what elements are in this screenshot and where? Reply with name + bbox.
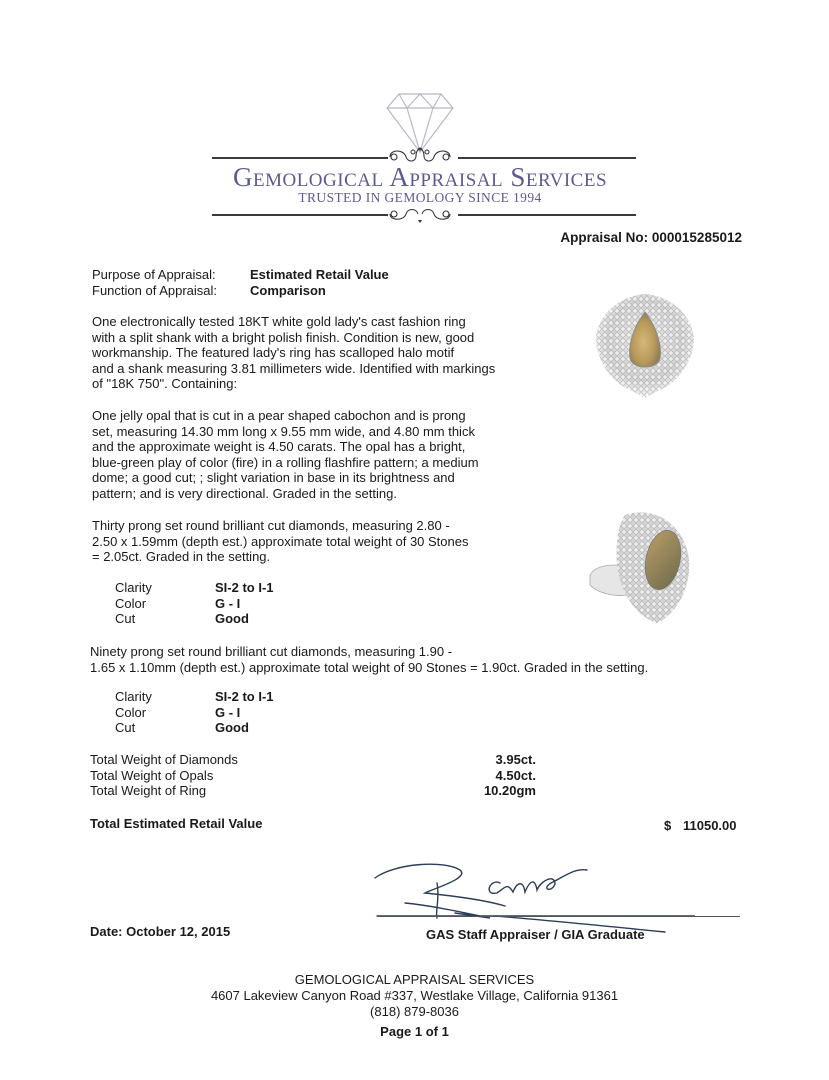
clarity-label: Clarity [115,689,152,704]
company-name: Gemological Appraisal Services [232,162,608,192]
footer-address: 4607 Lakeview Canyon Road #337, Westlake Village, California 91361 [210,988,619,1003]
signature-icon [365,858,695,938]
color-label: Color [115,595,147,611]
total-opals-value: 4.50ct. [495,767,536,783]
diamonds-group-1-description: Thirty prong set round brilliant cut diamonds, measuring 2.80 - 2.50 x 1.59mm (depth est.) approximate total weight of 30 Stones = 2.05ct. Graded in the setting. [92,518,469,565]
top-rule-left [212,157,388,159]
diamonds-group-1-grades [115,580,152,627]
clarity-value: SI-2 to I-1 [215,689,274,704]
footer-company: GEMOLOGICAL APPRAISAL SERVICES [294,972,535,987]
diamonds-group-1-grade-values [215,580,274,627]
appraisal-date: Date: October 12, 2015 [90,924,231,939]
cut-value: Good [215,720,249,736]
total-opals-label: Total Weight of Opals [90,767,214,783]
total-ring-value: 10.20gm [483,783,536,799]
color-value: G - I [215,704,241,720]
appraiser-title: GAS Staff Appraiser / GIA Graduate [426,927,645,942]
footer [0,972,829,1040]
function-value: Comparison [250,283,326,298]
purpose-value: Estimated Retail Value [250,267,389,282]
clarity-value: SI-2 to I-1 [215,580,274,595]
color-label: Color [115,704,147,720]
totals-labels [90,752,238,799]
top-rule-right [458,157,636,159]
ring-photo-top-view [590,290,700,400]
footer-phone: (818) 879-8036 [370,1004,459,1019]
diamonds-group-2-grades [115,689,152,736]
totals-values [440,752,536,799]
cut-label: Cut [115,720,136,736]
cut-label: Cut [115,611,136,627]
ring-photo-side-view [585,505,705,630]
company-tagline: TRUSTED IN GEMOLOGY SINCE 1994 [298,190,542,205]
total-diamonds-value: 3.95ct. [495,752,536,767]
purpose-label: Purpose of Appraisal: [92,267,216,282]
opal-description: One jelly opal that is cut in a pear shaped cabochon and is prong set, measuring 14.30 mm long x 9.55 mm wide, and 4.80 mm thick and the approximate weight is 4.50 carats. The opal has a bright, blue-green play of color (fire) in a rolling flashfire pattern; a medium dome; a good cut; ; slight variation in base in its brightness and pattern; and is very directional. Graded in the setting. [92,408,479,501]
total-diamonds-label: Total Weight of Diamonds [90,752,238,767]
ring-description: One electronically tested 18KT white gold lady's cast fashion ring with a split shank with a bright polish finish. Condition is new, good workmanship. The featured lady's ring has scalloped halo motif and a shank measuring 3.81 millimeters wide. Identified with markings of "18K 750". Containing: [92,314,496,392]
flourish-bottom-icon [382,204,458,224]
bottom-rule-left [212,214,388,216]
total-ring-label: Total Weight of Ring [90,783,207,799]
clarity-label: Clarity [115,580,152,595]
total-retail-label: Total Estimated Retail Value [90,816,263,831]
total-retail-value: 11050.00 [683,818,737,833]
total-retail-currency: $ [664,818,672,833]
function-label: Function of Appraisal: [92,283,218,298]
color-value: G - I [215,595,241,611]
bottom-rule-right [458,214,636,216]
signature-line [378,916,740,917]
diamonds-group-2-description: Ninety prong set round brilliant cut diamonds, measuring 1.90 - 1.65 x 1.10mm (depth est.) approximate total weight of 90 Stones = 1.90ct. Graded in the setting. [90,644,649,675]
cut-value: Good [215,611,249,627]
diamonds-group-2-grade-values [215,689,274,736]
appraisal-number: Appraisal No: 000015285012 [560,230,742,245]
footer-page: Page 1 of 1 [380,1024,449,1039]
